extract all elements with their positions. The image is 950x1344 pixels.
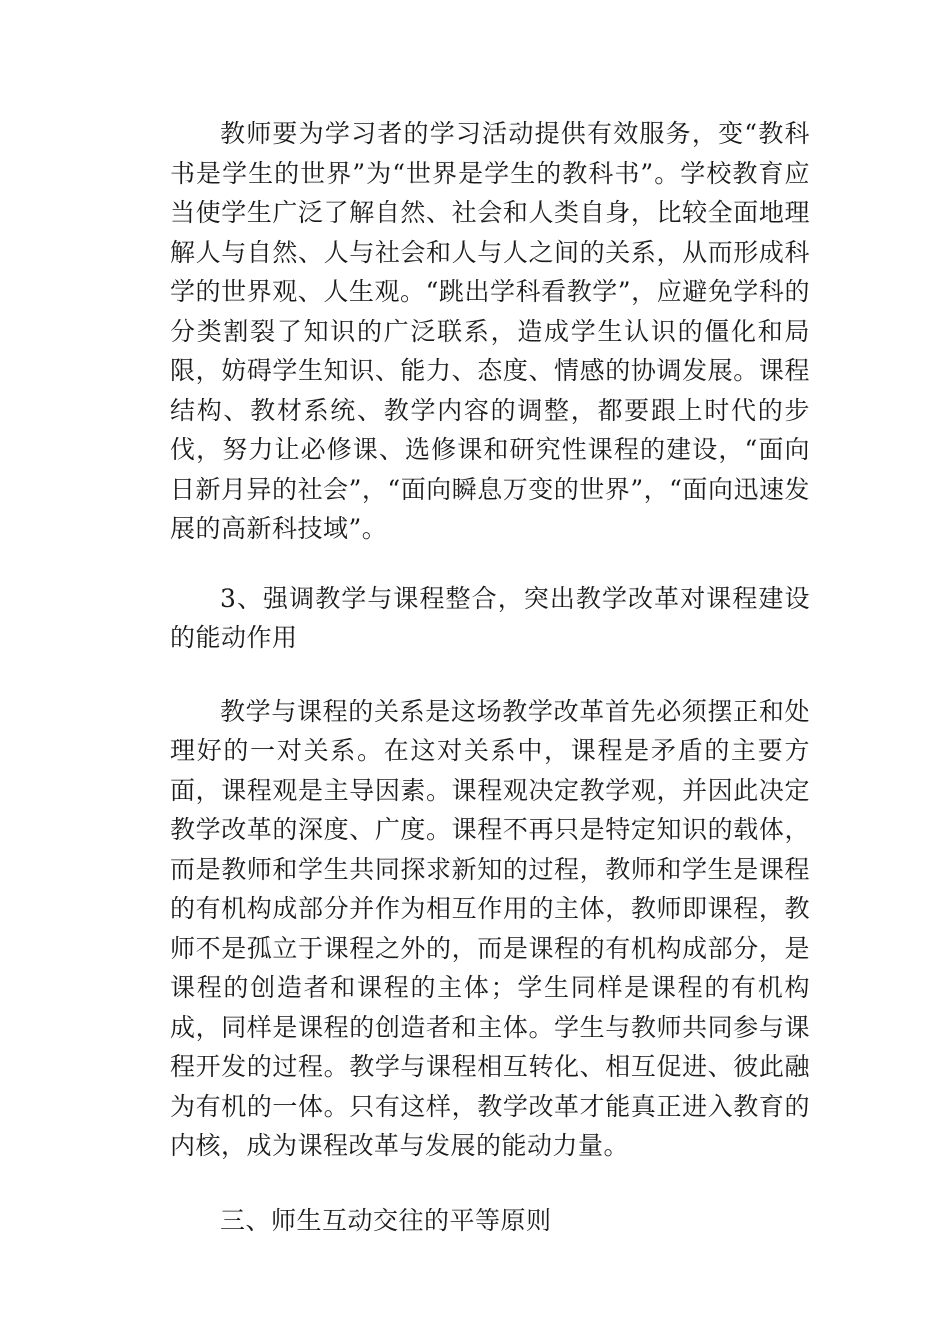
section-heading-3: 3、强调教学与课程整合，突出教学改革对课程建设的能动作用: [170, 583, 810, 652]
paragraph-service: 教师要为学习者的学习活动提供有效服务，变“教科书是学生的世界”为“世界是学生的教科书”。学校教育应当使学生广泛了解自然、社会和人类自身，比较全面地理解人与自然、人与社会和人与人之间的关系，从而形成科学的世界观、人生观。“跳出学科看教学”，应避免学科的分类割裂了知识的广泛联系，造成学生认识的僵化和局限，妨碍学生知识、能力、态度、情感的协调发展。课程结构、教材系统、教学内容的调整，都要跟上时代的步伐，努力让必修课、选修课和研究性课程的建设，“面向日新月异的社会”，“面向瞬息万变的世界”，“面向迅速发展的高新科技域”。: [170, 119, 810, 543]
document-page: [170, 114, 810, 1240]
paragraph-curriculum: 教学与课程的关系是这场教学改革首先必须摆正和处理好的一对关系。在这对关系中，课程是矛盾的主要方面，课程观是主导因素。课程观决定教学观，并因此决定教学改革的深度、广度。课程不再只是特定知识的载体，而是教师和学生共同探求新知的过程，教师和学生是课程的有机构成部分并作为相互作用的主体，教师即课程，教师不是孤立于课程之外的，而是课程的有机构成部分，是课程的创造者和课程的主体；学生同样是课程的有机构成，同样是课程的创造者和主体。学生与教师共同参与课程开发的过程。教学与课程相互转化、相互促进、彼此融为有机的一体。只有这样，教学改革才能真正进入教育的内核，成为课程改革与发展的能动力量。: [170, 696, 810, 1160]
section-heading-three: 三、师生互动交往的平等原则: [220, 1205, 552, 1235]
